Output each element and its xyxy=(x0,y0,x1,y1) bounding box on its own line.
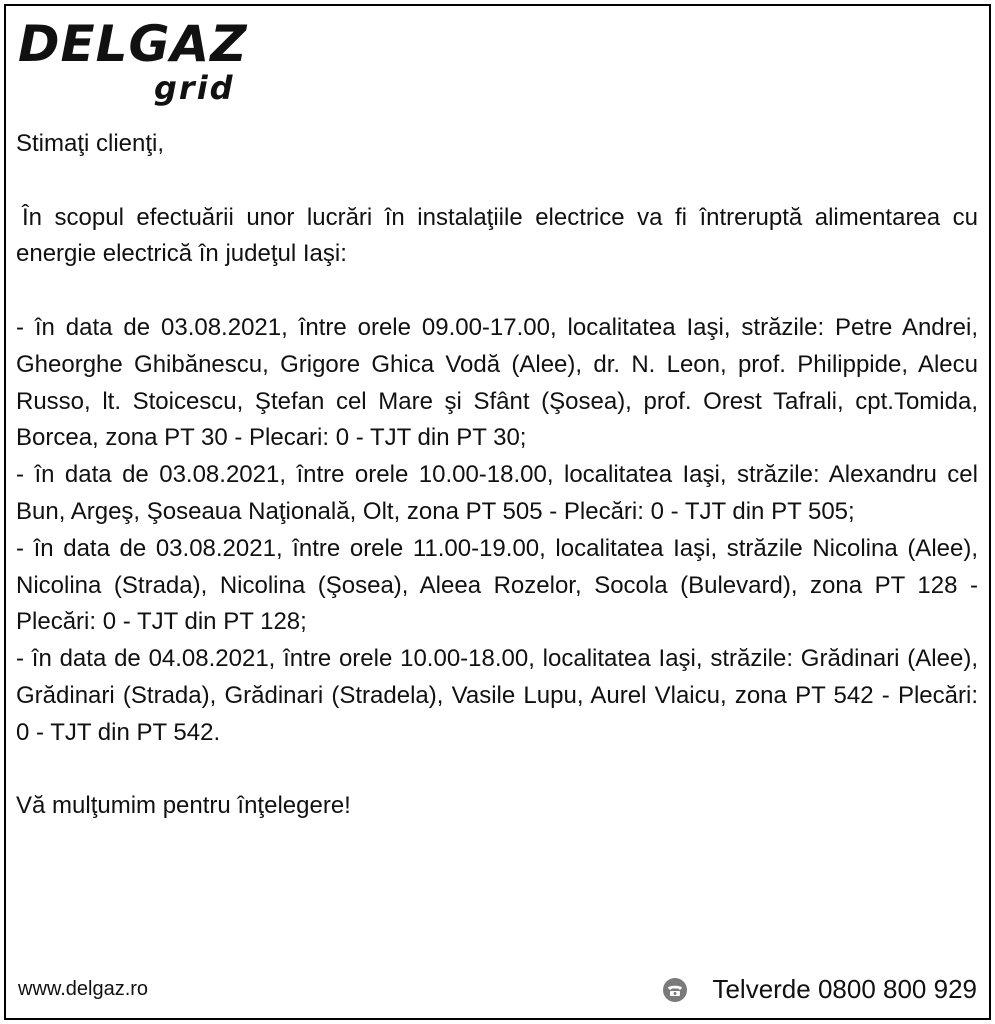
website-link[interactable]: www.delgaz.ro xyxy=(18,978,149,1000)
outage-item: - în data de 03.08.2021, între orele 10.00-18.00, localitatea Iaşi, străzile: Alexandru cel Bun, Argeş, Şoseaua Naţională, Olt, zona PT 505 - Plecări: 0 - TJT din PT 505; xyxy=(16,461,978,525)
telephone-icon xyxy=(662,977,688,1003)
logo-sub: grid xyxy=(154,69,235,107)
outage-item: - în data de 03.08.2021, între orele 11.00-19.00, localitatea Iaşi, străzile Nicolina (Alee), Nicolina (Strada), Nicolina (Şosea), Aleea Rozelor, Socola (Bulevard), zona PT 128 - Plecări: 0 - TJT din PT 128; xyxy=(16,534,978,636)
logo-brand: DELGAZ xyxy=(18,15,248,73)
intro-paragraph: În scopul efectuării unor lucrări în instalaţiile electrice va fi întreruptă alimentarea cu energie electrică în judeţul Iaşi: xyxy=(16,203,978,268)
phone-label: Telverde 0800 800 929 xyxy=(712,974,977,1004)
letter-body xyxy=(16,126,978,825)
outage-item: - în data de 04.08.2021, între orele 10.00-18.00, localitatea Iaşi, străzile: Grădinari (Alee), Grădinari (Strada), Grădinari (Stradela), Vasile Lupu, Aurel Vlaicu, zona PT 542 - Plecări: 0 - TJT din PT 542. xyxy=(16,645,978,746)
phone-contact xyxy=(662,974,977,1005)
thanks-line: Vă mulţumim pentru înţelegere! xyxy=(16,792,351,820)
greeting: Stimaţi clienţi, xyxy=(16,130,165,157)
outage-item: - în data de 03.08.2021, între orele 09.00-17.00, localitatea Iaşi, străzile: Petre Andrei, Gheorghe Ghibănescu, Grigore Ghica Vodă (Alee), dr. N. Leon, prof. Philippide, Alecu Russo, lt. Stoicescu, Ştefan cel Mare şi Sfânt (Şosea), prof. Orest Tafrali, cpt.Tomida, Borcea, zona PT 30 - Plecari: 0 - TJT din PT 30; xyxy=(16,313,978,452)
delgaz-grid-logo xyxy=(18,14,258,106)
